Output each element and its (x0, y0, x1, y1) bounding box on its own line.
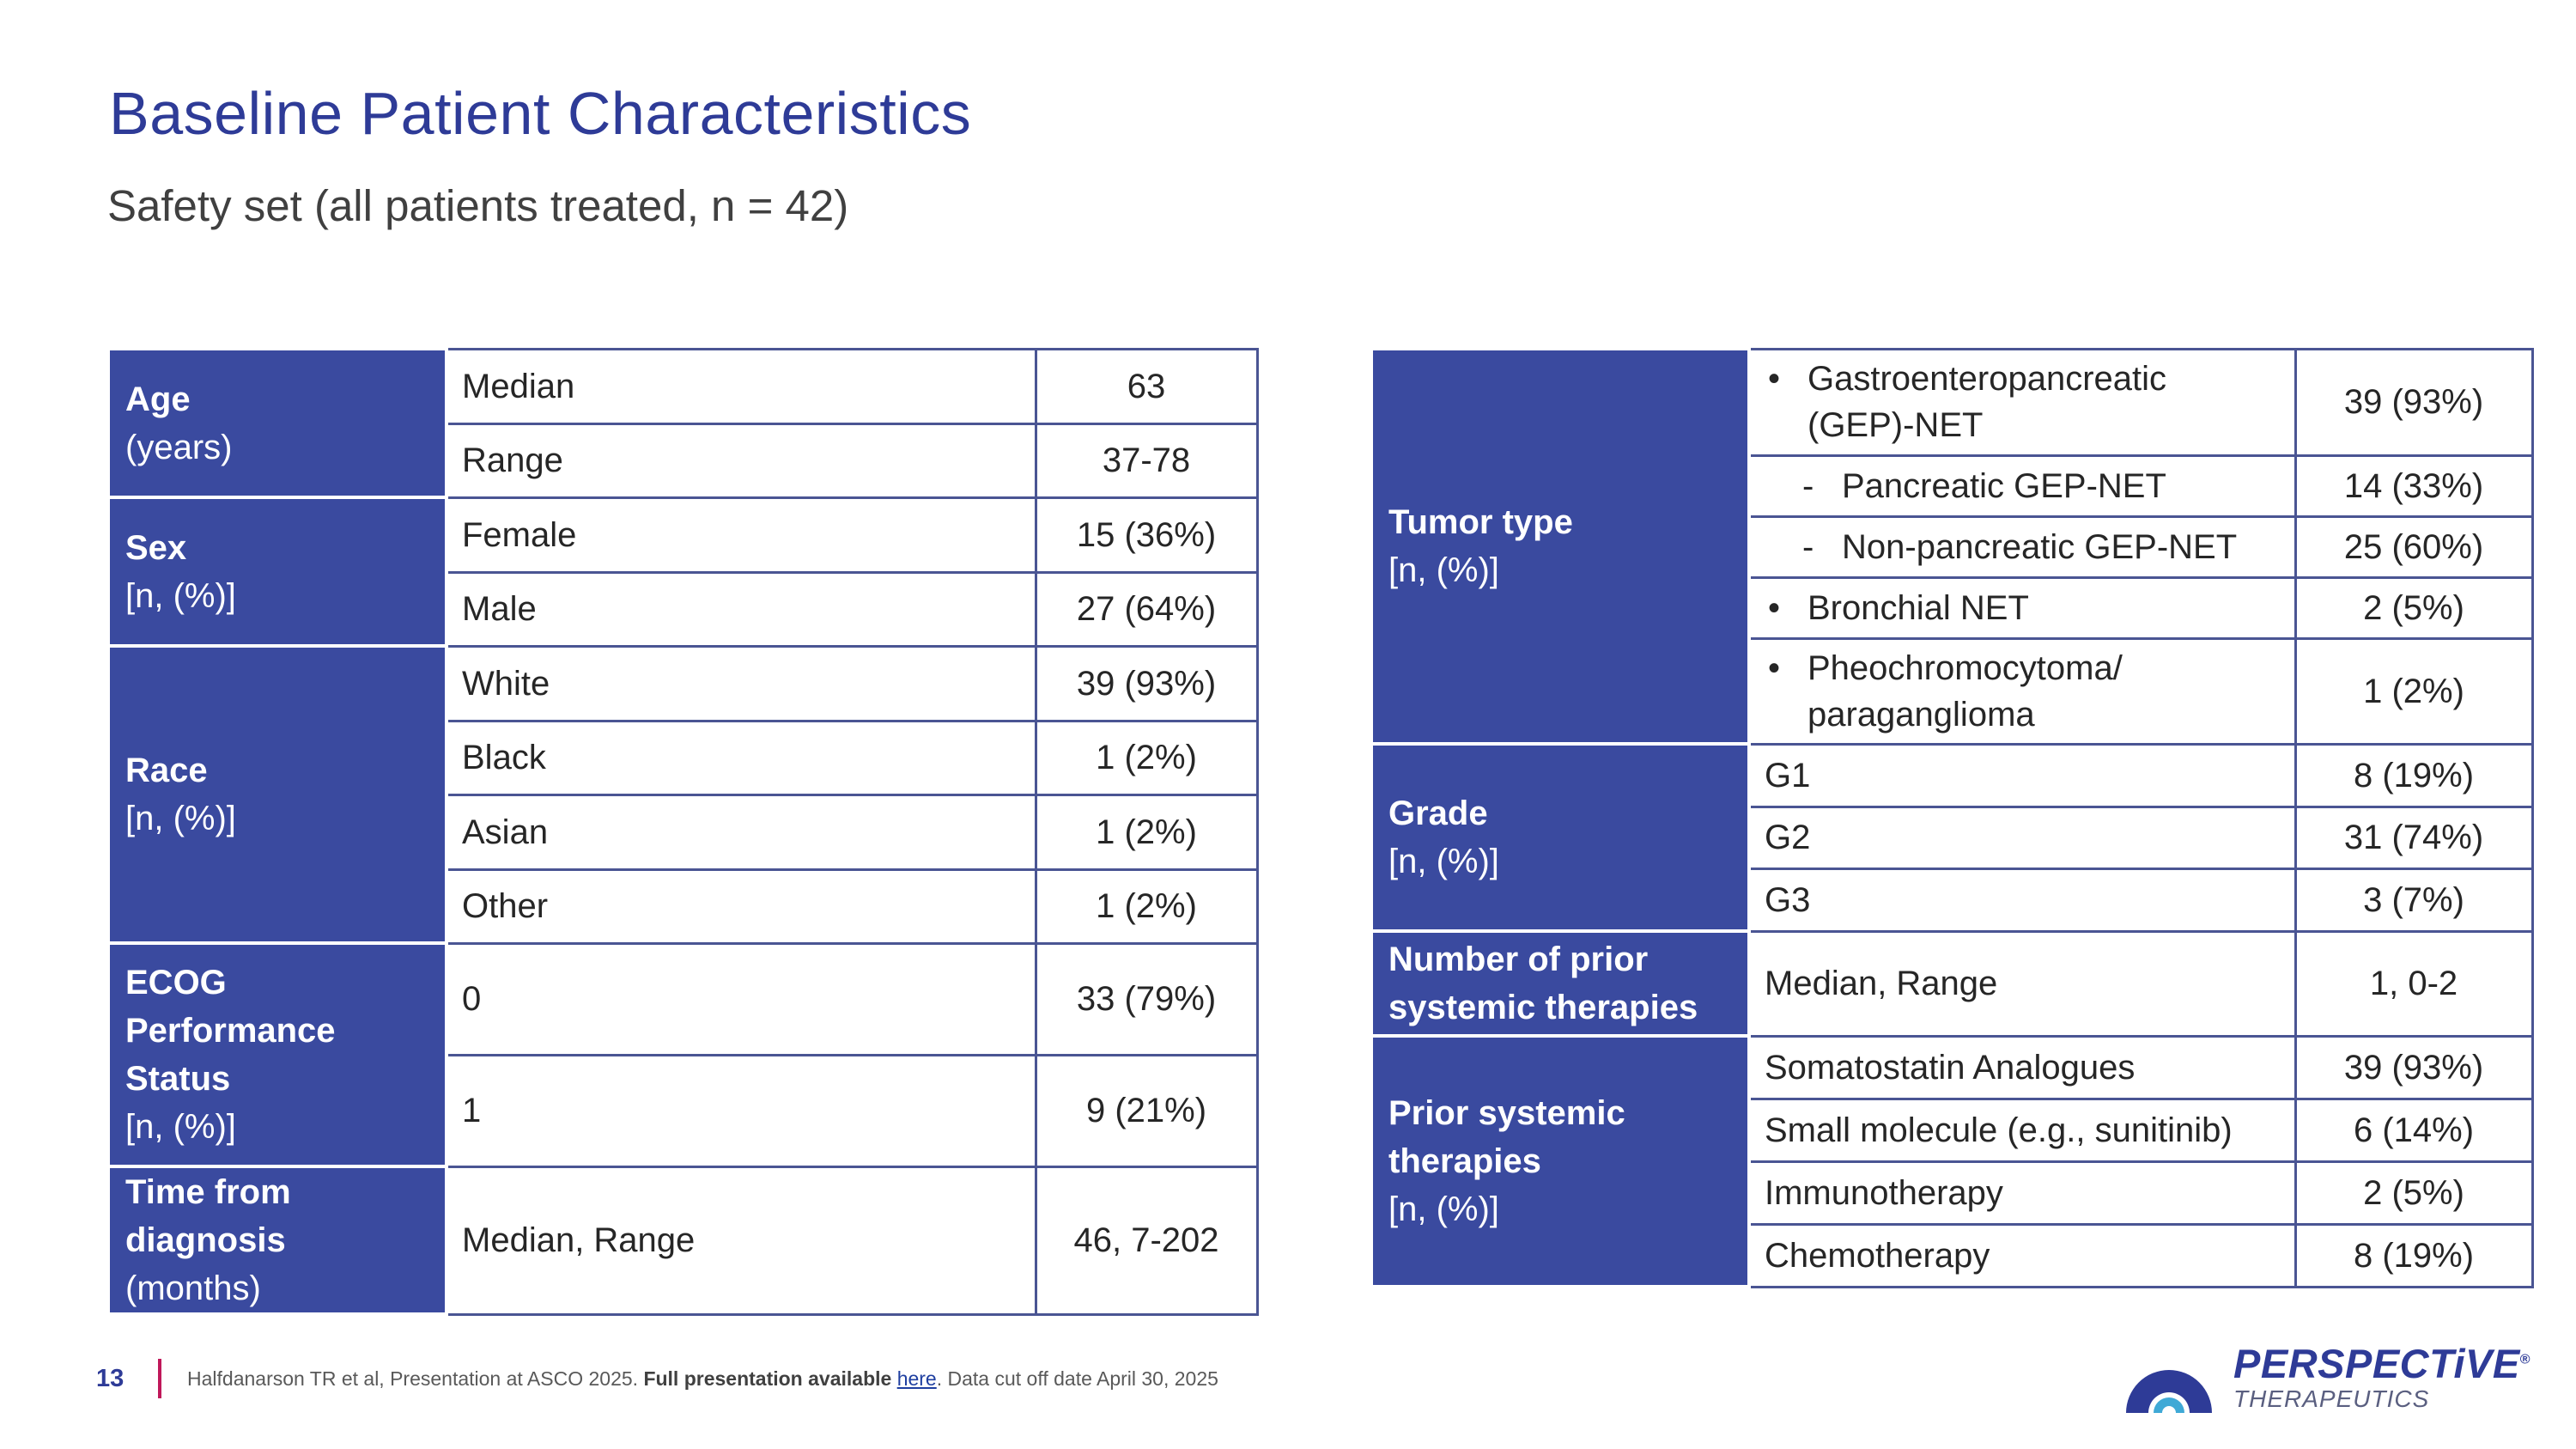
table-row (1371, 1036, 2532, 1099)
cell-label: G2 (1749, 807, 2295, 868)
cell-label: Median, Range (1749, 931, 2295, 1036)
cell-value: 46, 7-202 (1036, 1166, 1257, 1314)
row-header-sex: Sex [n, (%)] (108, 497, 447, 646)
cell-value: 3 (7%) (2295, 868, 2532, 931)
cell-value: 1 (2%) (1036, 795, 1257, 869)
cell-label: Asian (447, 795, 1036, 869)
cell-label: Median, Range (447, 1166, 1036, 1314)
row-header-ecog: ECOG Performance Status [n, (%)] (108, 943, 447, 1166)
cell-label: G1 (1749, 744, 2295, 807)
cell-label: - Non-pancreatic GEP-NET (1749, 516, 2295, 577)
cell-label: Small molecule (e.g., sunitinib) (1749, 1099, 2295, 1161)
citation-text: Halfdanarson TR et al, Presentation at ASCO 2025. (187, 1367, 639, 1390)
cell-label: Median (447, 349, 1036, 423)
cell-value: 1 (2%) (2295, 638, 2532, 744)
table-row (108, 349, 1257, 423)
cell-label: • Bronchial NET (1749, 577, 2295, 638)
row-header-grade: Grade [n, (%)] (1371, 744, 1749, 931)
cell-value: 1, 0-2 (2295, 931, 2532, 1036)
row-header-age: Age (years) (108, 349, 447, 497)
cell-value: 63 (1036, 349, 1257, 423)
footer (96, 1357, 1218, 1400)
cell-label: • Pheochromocytoma/ paraganglioma (1749, 638, 2295, 744)
cell-label: - Pancreatic GEP-NET (1749, 455, 2295, 516)
row-header-tumor-type: Tumor type [n, (%)] (1371, 349, 1749, 744)
cell-label: 1 (447, 1055, 1036, 1166)
cell-label: • Gastroenteropancreatic (GEP)-NET (1749, 349, 2295, 455)
table-row (108, 943, 1257, 1055)
page-number: 13 (96, 1364, 125, 1392)
row-header-prior-systemic-therapies: Prior systemic therapies [n, (%)] (1371, 1036, 1749, 1287)
cell-label: 0 (447, 943, 1036, 1055)
cell-value: 31 (74%) (2295, 807, 2532, 868)
perspective-therapeutics-logo (2119, 1327, 2531, 1422)
full-presentation-text: Full presentation available (643, 1367, 892, 1390)
cell-value: 8 (19%) (2295, 1224, 2532, 1287)
right-characteristics-table (1370, 347, 2534, 1288)
cell-label: Immunotherapy (1749, 1161, 2295, 1224)
cell-label: Other (447, 869, 1036, 943)
table-row (108, 1166, 1257, 1314)
cell-value: 39 (93%) (2295, 1036, 2532, 1099)
cell-value: 14 (33%) (2295, 455, 2532, 516)
cell-value: 8 (19%) (2295, 744, 2532, 807)
table-row (1371, 349, 2532, 455)
presentation-link[interactable]: here (896, 1367, 937, 1390)
logo-mark-icon (2119, 1327, 2219, 1422)
cell-value: 1 (2%) (1036, 869, 1257, 943)
cell-value: 37-78 (1036, 423, 1257, 497)
cell-label: Black (447, 721, 1036, 795)
cell-label: Male (447, 572, 1036, 646)
cell-value: 15 (36%) (1036, 497, 1257, 572)
logo-subtitle: THERAPEUTICS (2233, 1385, 2430, 1412)
logo-name: PERSPECTiVE® (2233, 1341, 2531, 1386)
cell-label: Chemotherapy (1749, 1224, 2295, 1287)
cell-label: Female (447, 497, 1036, 572)
table-row (108, 646, 1257, 721)
table-row (108, 497, 1257, 572)
row-header-time-from-diagnosis: Time from diagnosis (months) (108, 1166, 447, 1314)
footer-divider (158, 1359, 161, 1398)
cell-label: White (447, 646, 1036, 721)
table-row (1371, 744, 2532, 807)
cell-value: 2 (5%) (2295, 1161, 2532, 1224)
cell-label: Range (447, 423, 1036, 497)
cell-value: 39 (93%) (1036, 646, 1257, 721)
cell-value: 6 (14%) (2295, 1099, 2532, 1161)
row-header-race: Race [n, (%)] (108, 646, 447, 943)
table-row (1371, 931, 2532, 1036)
cell-value: 1 (2%) (1036, 721, 1257, 795)
cell-value: 9 (21%) (1036, 1055, 1257, 1166)
cell-value: 2 (5%) (2295, 577, 2532, 638)
cell-value: 33 (79%) (1036, 943, 1257, 1055)
left-characteristics-table (106, 347, 1259, 1316)
page-title: Baseline Patient Characteristics (109, 80, 972, 147)
page-subtitle: Safety set (all patients treated, n = 42) (107, 181, 849, 230)
cell-value: 39 (93%) (2295, 349, 2532, 455)
cell-label: Somatostatin Analogues (1749, 1036, 2295, 1099)
cell-value: 27 (64%) (1036, 572, 1257, 646)
row-header-number-of-prior-therapies: Number of prior systemic therapies (1371, 931, 1749, 1036)
cell-label: G3 (1749, 868, 2295, 931)
data-cutoff-text: . Data cut off date April 30, 2025 (936, 1367, 1218, 1390)
cell-value: 25 (60%) (2295, 516, 2532, 577)
